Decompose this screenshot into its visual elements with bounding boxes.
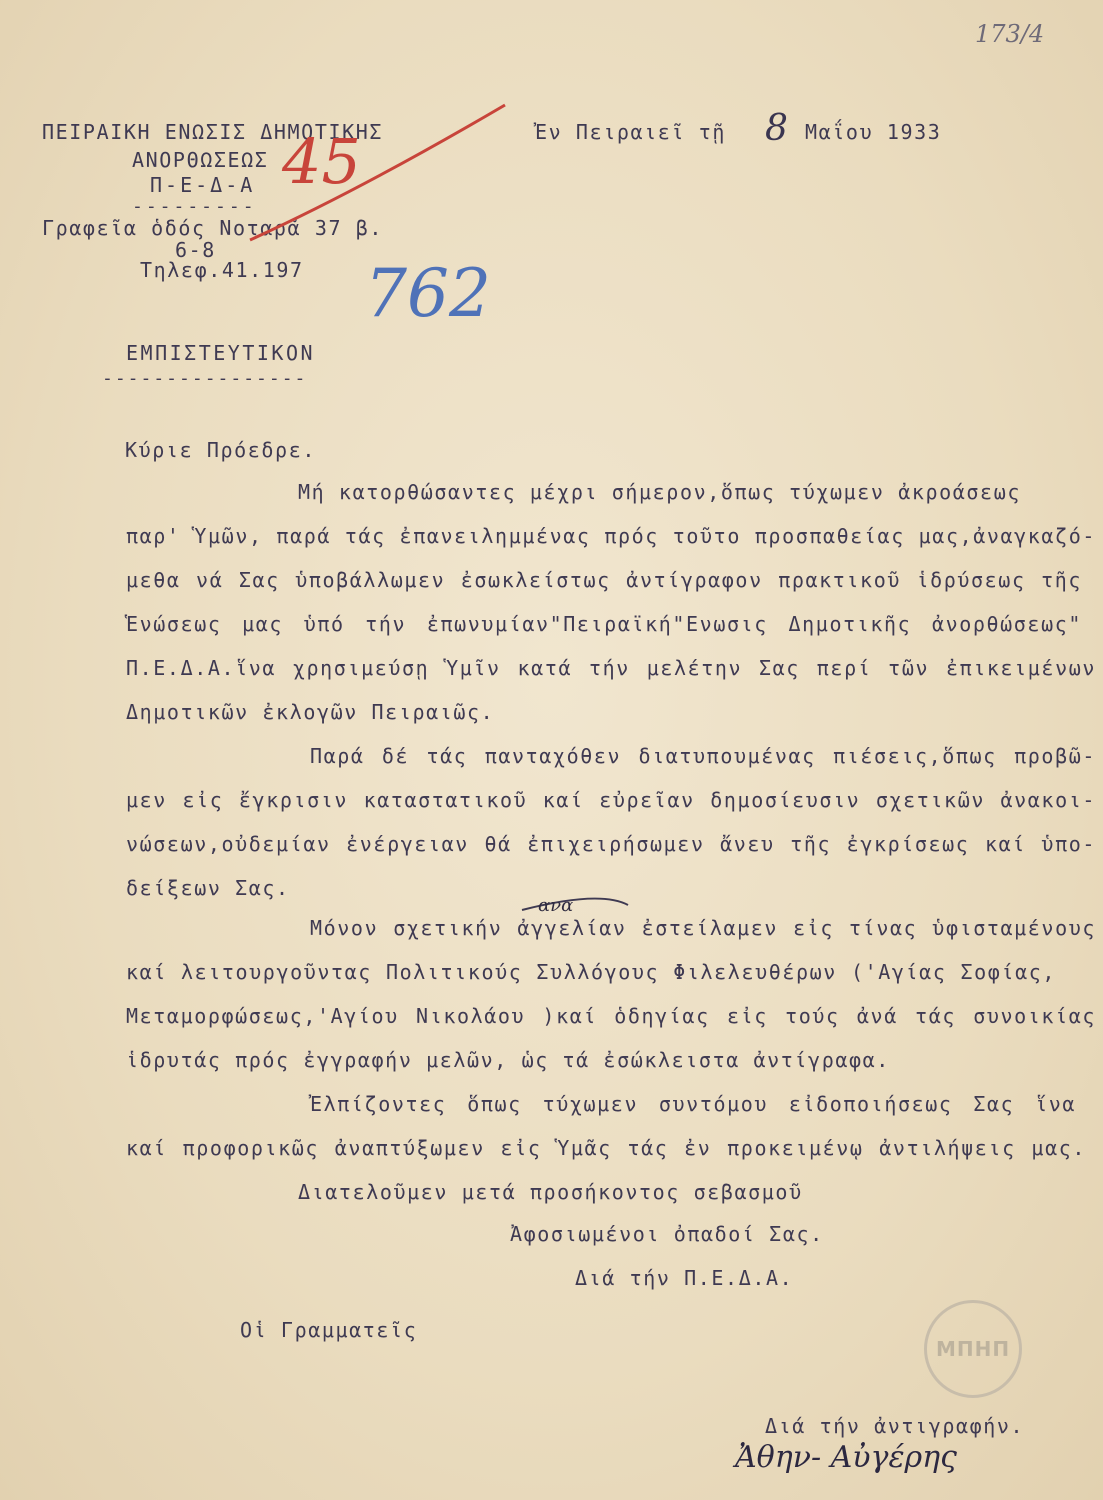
letterhead-divider: --------- bbox=[132, 196, 257, 217]
dateline-prefix: Ἐν Πειραιεῖ τῇ bbox=[535, 120, 726, 144]
closing-line2: Ἀφοσιωμένοι ὀπαδοί Σας. bbox=[510, 1222, 824, 1246]
handwritten-insertion: ανα bbox=[538, 895, 574, 916]
org-name-line1: ΠΕΙΡΑΙΚΗ ΕΝΩΣΙΣ ΔΗΜΟΤΙΚΗΣ bbox=[42, 120, 384, 144]
body-paragraph1-line: Ἑνώσεως μας ὑπό τήν ἐπωνυμίαν"Πειραϊκή"Ενωσις Δημοτικῆς ἀνορθώσεως" bbox=[126, 612, 1082, 636]
body-paragraph3-line: Μεταμορφώσεως,'Αγίου Νικολάου )καί ὁδηγίας εἰς τούς ἀνά τάς συνοικίας bbox=[126, 1004, 1096, 1028]
address-number: 6-8 bbox=[175, 238, 216, 262]
blue-annotation-number: 762 bbox=[365, 255, 491, 332]
body-paragraph2-line: Παρά δέ τάς πανταχόθεν διατυπουμένας πιέσεις,ὅπως προβῶ- bbox=[310, 744, 1096, 768]
handwritten-signature: Ἀθην- Αὐγέρης bbox=[735, 1440, 957, 1475]
secretaries-label: Οἱ Γραμματεῖς bbox=[240, 1318, 418, 1342]
body-paragraph2-line: δείξεων Σας. bbox=[126, 876, 290, 900]
body-paragraph3-line: Μόνον σχετικήν ἀγγελίαν ἐστείλαμεν εἰς τίνας ὑφισταμένους bbox=[310, 916, 1096, 940]
org-abbreviation: Π-Ε-Δ-Α bbox=[150, 173, 256, 197]
body-paragraph1-line: μεθα νά Σας ὑποβάλλωμεν ἐσωκλείστως ἀντίγραφον πρακτικοῦ ἱδρύσεως τῆς bbox=[126, 568, 1082, 592]
red-annotation-number: 45 bbox=[282, 125, 361, 198]
closing-line3: Διά τήν Π.Ε.Δ.Α. bbox=[575, 1266, 794, 1290]
body-paragraph1-line: παρ' Ὑμῶν, παρά τάς ἐπανειλημμένας πρός τοῦτο προσπαθείας μας,ἀναγκαζό- bbox=[126, 524, 1096, 548]
body-paragraph1-line: Μή κατορθώσαντες μέχρι σήμερον,ὅπως τύχωμεν ἀκροάσεως bbox=[298, 480, 1021, 504]
body-paragraph1-line: Π.Ε.Δ.Α.ἵνα χρησιμεύσῃ Ὑμῖν κατά τήν μελέτην Σας περί τῶν ἐπικειμένων bbox=[126, 656, 1096, 680]
body-paragraph4-line: καί προφορικῶς ἀναπτύξωμεν εἰς Ὑμᾶς τάς ἐν προκειμένῳ ἀντιλήψεις μας. bbox=[126, 1136, 1086, 1160]
archive-reference: 173/4 bbox=[975, 20, 1045, 48]
confidential-underline: ---------------- bbox=[102, 368, 308, 389]
confidential-label: ΕΜΠΙΣΤΕΥΤΙΚΟΝ bbox=[126, 341, 316, 365]
closing-line1: Διατελοῦμεν μετά προσήκοντος σεβασμοῦ bbox=[298, 1180, 803, 1204]
phone-number: Τηλεφ.41.197 bbox=[140, 258, 304, 282]
dateline-day: 8 bbox=[765, 108, 788, 149]
org-name-line2: ΑΝΟΡΘΩΣΕΩΣ bbox=[132, 148, 269, 172]
body-paragraph1-line: Δημοτικῶν ἐκλογῶν Πειραιῶς. bbox=[126, 700, 495, 724]
body-paragraph4-line: Ἐλπίζοντες ὅπως τύχωμεν συντόμου εἰδοποιήσεως Σας ἵνα bbox=[310, 1092, 1076, 1116]
copy-note: Διά τήν ἀντιγραφήν. bbox=[765, 1414, 1025, 1438]
archive-stamp bbox=[924, 1300, 1022, 1398]
office-address: Γραφεῖα ὁδός Νοταρᾶ 37 β. bbox=[42, 216, 384, 240]
archive-stamp-text: ΜΠΗΠ bbox=[935, 1337, 1011, 1361]
body-paragraph2-line: μεν εἰς ἔγκρισιν καταστατικοῦ καί εὐρεῖαν δημοσίευσιν σχετικῶν ἀνακοι- bbox=[126, 788, 1096, 812]
body-paragraph3-line: καί λειτουργοῦντας Πολιτικούς Συλλόγους Φιλελευθέρων ('Αγίας Σοφίας, bbox=[126, 960, 1056, 984]
salutation: Κύριε Πρόεδρε. bbox=[125, 438, 316, 462]
body-paragraph3-line: ἱδρυτάς πρός ἐγγραφήν μελῶν, ὡς τά ἐσώκλειστα ἀντίγραφα. bbox=[126, 1048, 890, 1072]
dateline-month-year: Μαΐου 1933 bbox=[805, 120, 942, 144]
body-paragraph2-line: νώσεων,οὐδεμίαν ἐνέργειαν θά ἐπιχειρήσωμεν ἄνευ τῆς ἐγκρίσεως καί ὑπο- bbox=[126, 832, 1096, 856]
